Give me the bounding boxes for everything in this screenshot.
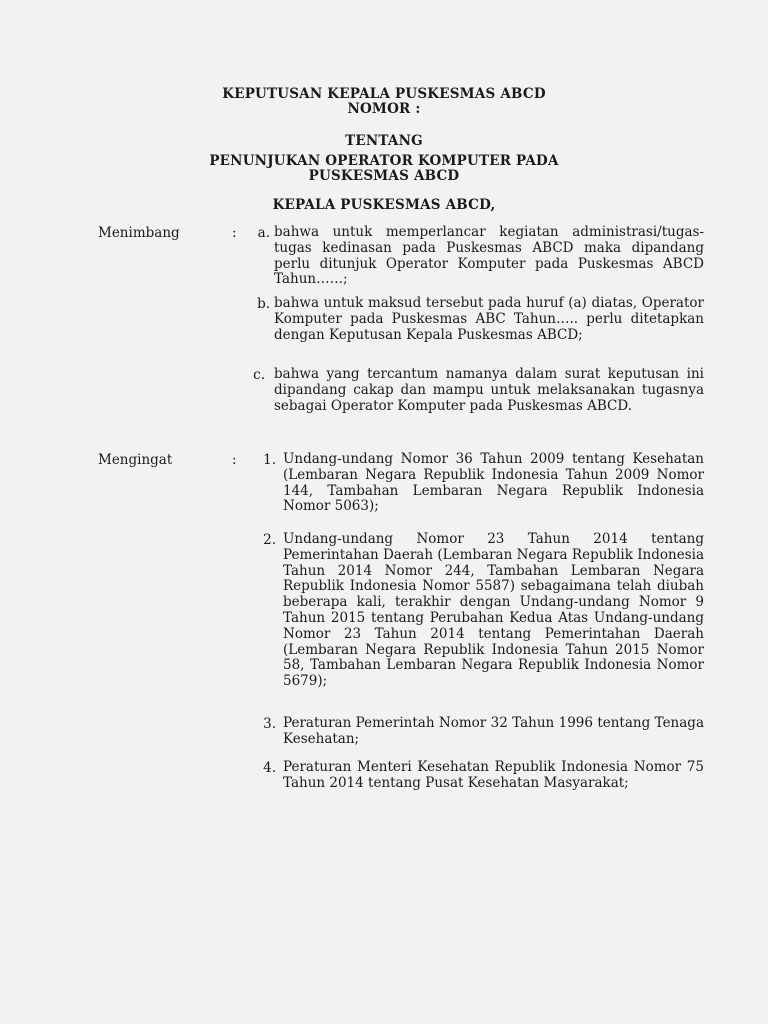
menimbang-item-a: bahwa untuk memperlancar kegiatan administrasi/tugas-tugas kedinasan pada Puskesmas ABCD maka dipandang perlu ditunjuk Operator Komputer pada Puskesmas ABCD Tahun……; [274,224,704,288]
mengingat-marker-4: 4. [263,760,276,776]
menimbang-label: Menimbang [98,225,180,241]
mengingat-marker-1: 1. [263,452,276,468]
mengingat-label: Mengingat [98,452,173,468]
menimbang-item-c: bahwa yang tercantum namanya dalam surat keputusan ini dipandang cakap dan mampu untuk melaksanakan tugasnya sebagai Operator Komputer pada Puskesmas ABCD. [274,366,704,414]
mengingat-item-3: Peraturan Pemerintah Nomor 32 Tahun 1996 tentang Tenaga Kesehatan; [283,715,704,747]
menimbang-item-b: bahwa untuk maksud tersebut pada huruf (a) diatas, Operator Komputer pada Puskesmas ABC Tahun….. perlu ditetapkan dengan Keputusan Kepala Puskesmas ABCD; [274,295,704,343]
mengingat-item-1: Undang-undang Nomor 36 Tahun 2009 tentang Kesehatan (Lembaran Negara Republik Indonesia Tahun 2009 Nomor 144, Tambahan Lembaran Negara Republik Indonesia Nomor 5063); [283,451,704,515]
menimbang-colon: : [232,225,237,241]
menimbang-marker-a: a. [257,225,270,241]
menimbang-marker-b: b. [257,296,270,312]
mengingat-marker-2: 2. [263,532,276,548]
subject-line-2: PUSKESMAS ABCD [308,168,460,184]
mengingat-marker-3: 3. [263,716,276,732]
mengingat-item-2: Undang-undang Nomor 23 Tahun 2014 tentang Pemerintahan Daerah (Lembaran Negara Republik Indonesia Tahun 2014 Nomor 244, Tambahan Lembaran Negara Republik Indonesia Nomor 5587) sebagaimana telah diubah beberapa kali, terakhir dengan Undang-undang Nomor 9 Tahun 2015 tentang Perubahan Kedua Atas Undang-undang Nomor 23 Tahun 2014 tentang Pemerintahan Daerah (Lembaran Negara Republik Indonesia Tahun 2015 Nomor 58, Tambahan Lembaran Negara Republik Indonesia Nomor 5679); [283,531,704,690]
menimbang-marker-c: c. [253,367,265,383]
decree-number: NOMOR : [347,101,421,117]
mengingat-colon: : [232,452,237,468]
decree-title: KEPUTUSAN KEPALA PUSKESMAS ABCD [222,86,546,102]
authority-heading: KEPALA PUSKESMAS ABCD, [272,197,496,213]
subject-line-1: PENUNJUKAN OPERATOR KOMPUTER PADA [209,153,559,169]
tentang-heading: TENTANG [345,133,423,149]
mengingat-item-4: Peraturan Menteri Kesehatan Republik Indonesia Nomor 75 Tahun 2014 tentang Pusat Kesehatan Masyarakat; [283,759,704,791]
